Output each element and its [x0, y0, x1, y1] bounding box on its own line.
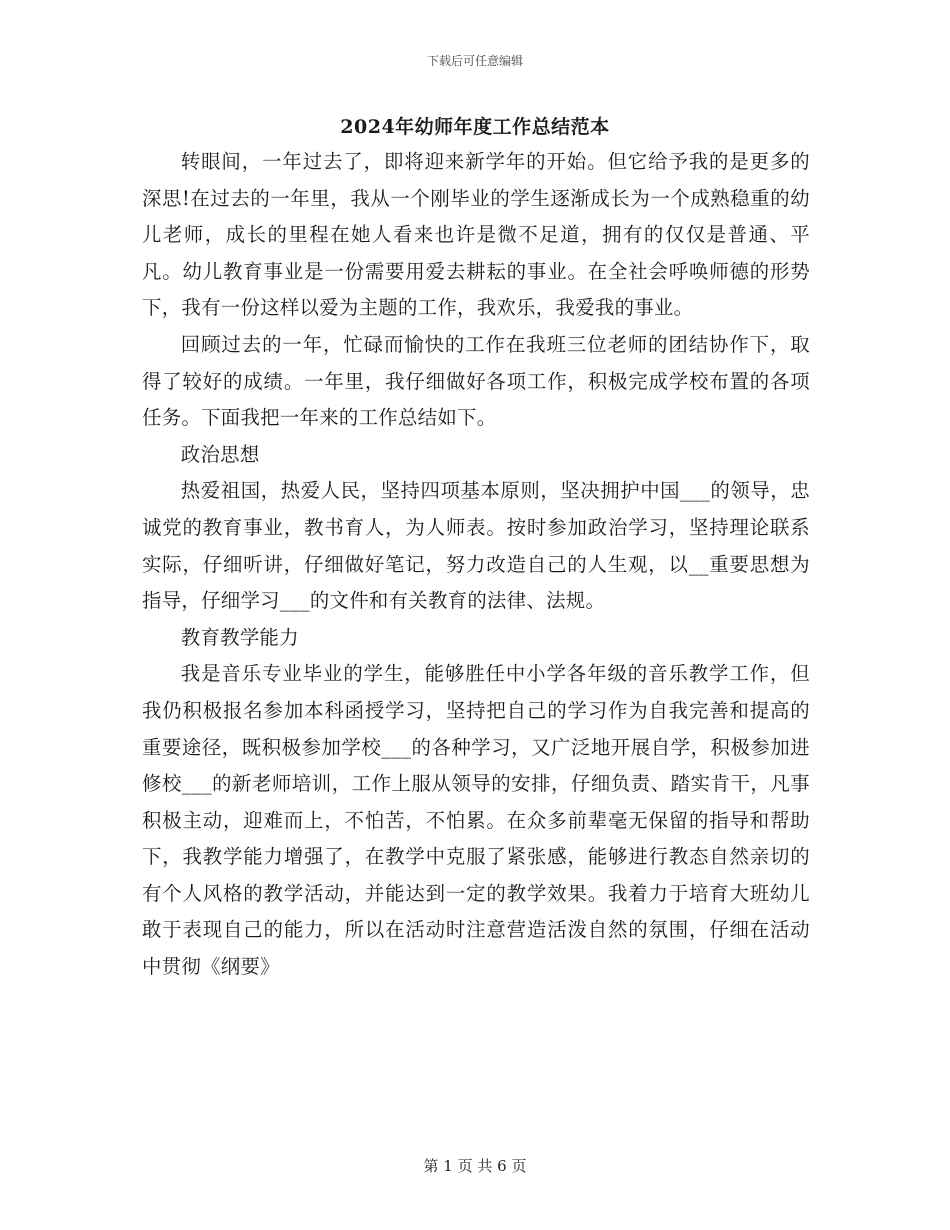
paragraph-intro: 转眼间，一年过去了，即将迎来新学年的开始。但它给予我的是更多的深思!在过去的一年里，我从一个刚毕业的学生逐渐成长为一个成熟稳重的幼儿老师，成长的里程在她人看来也许是微不足道，拥有的仅仅是普通、平凡。幼儿教育事业是一份需要用爱去耕耘的事业。在全社会呼唤师德的形势下，我有一份这样以爱为主题的工作，我欢乐，我爱我的事业。 [142, 150, 810, 320]
section-heading-politics: 政治思想 [180, 442, 260, 466]
paragraph-review: 回顾过去的一年，忙碌而愉快的工作在我班三位老师的团结协作下，取得了较好的成绩。一年里，我仔细做好各项工作，积极完成学校布置的各项任务。下面我把一年来的工作总结如下。 [142, 332, 810, 430]
paragraph-teaching: 我是音乐专业毕业的学生，能够胜任中小学各年级的音乐教学工作，但我仍积极报名参加本科函授学习，坚持把自己的学习作为自我完善和提高的重要途径，既积极参加学校___的各种学习，又广泛地开展自学，积极参加进修校___的新老师培训，工作上服从领导的安排，仔细负责、踏实肯干，凡事积极主动，迎难而上，不怕苦，不怕累。在众多前辈毫无保留的指导和帮助下，我教学能力增强了，在教学中克服了紧张感，能够进行教态自然亲切的有个人风格的教学活动，并能达到一定的教学效果。我着力于培育大班幼儿敢于表现自己的能力，所以在活动时注意营造活泼自然的氛围，仔细在活动中贯彻《纲要》 [142, 662, 810, 979]
document-title: 2024年幼师年度工作总结范本 [340, 116, 610, 138]
section-heading-teaching: 教育教学能力 [180, 625, 299, 649]
page-header-note: 下载后可任意编辑 [426, 54, 523, 68]
page-number: 第 1 页 共 6 页 [423, 1157, 527, 1175]
paragraph-politics: 热爱祖国，热爱人民，坚持四项基本原则，坚决拥护中国___的领导，忠诚党的教育事业，教书育人，为人师表。按时参加政治学习，坚持理论联系实际，仔细听讲，仔细做好笔记，努力改造自己的人生观，以__重要思想为指导，仔细学习___的文件和有关教育的法律、法规。 [142, 479, 810, 613]
document-body [142, 144, 810, 986]
